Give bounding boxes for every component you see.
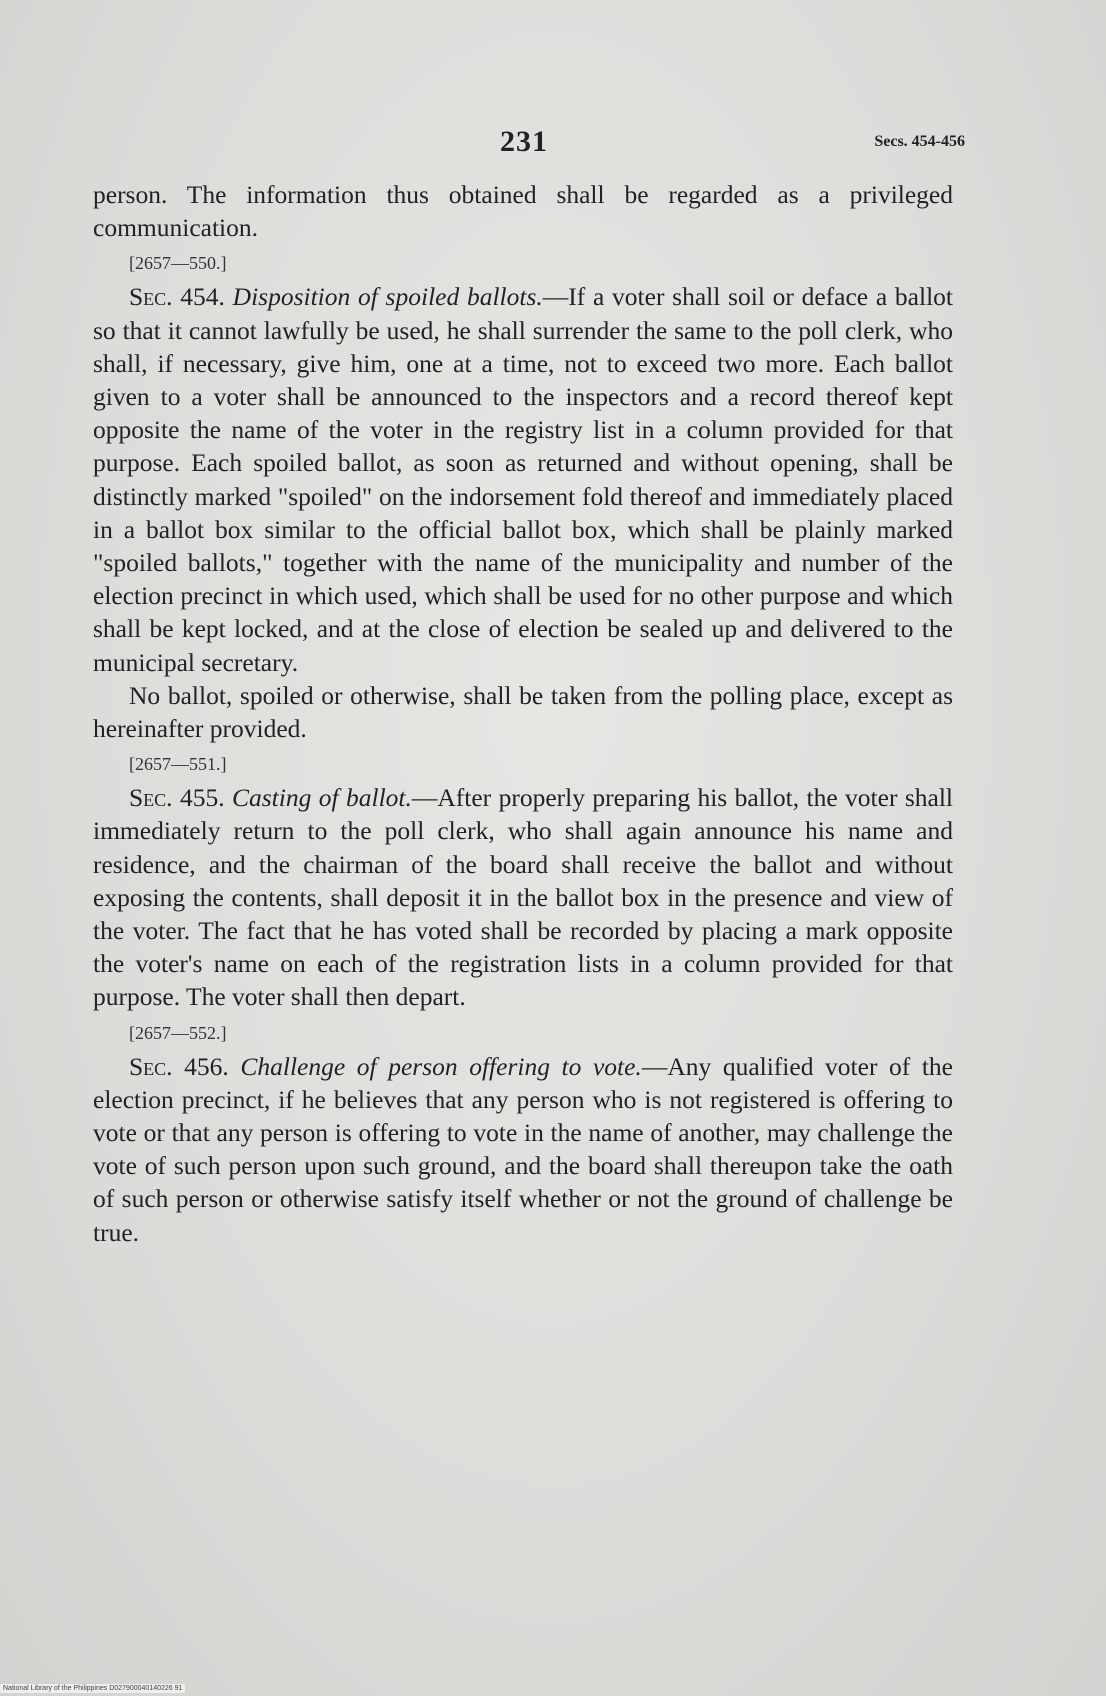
- citation: [2657—551.]: [129, 754, 227, 775]
- section-label: Sec. 456.: [129, 1051, 229, 1081]
- section-label: Sec. 454.: [129, 282, 225, 312]
- page-number: 231: [500, 125, 548, 158]
- section-text: —If a voter shall soil or deface a ballot so that it cannot lawfully be used, he shall surrender the same to the poll clerk, who shall, if necessary, give him, one at a time, not to exceed two more. Each ballot given to a voter shall be announced to the inspectors and a record thereof kept opposite the name of the voter in the registry list in a column provided for that purpose. Each spoiled ballot, as soon as returned and without opening, shall be distinctly marked "spoiled" on the indorsement fold thereof and immediately placed in a ballot box similar to the official ballot box, which shall be plainly marked "spoiled ballots," together with the name of the municipality and number of the election precinct in which used, which shall be used for no other purpose and which shall be kept locked, and at the close of election be sealed up and delivered to the municipal secretary.: [93, 282, 953, 677]
- section-454-paragraph: [93, 280, 953, 678]
- page-header: [95, 125, 965, 165]
- citation: [2657—550.]: [129, 253, 227, 274]
- section-456-paragraph: [93, 1050, 953, 1249]
- section-title: Disposition of spoiled ballots.: [232, 282, 543, 312]
- section-454-paragraph-2: No ballot, spoiled or otherwise, shall be taken from the polling place, except as hereinafter provided.: [93, 680, 953, 744]
- section-455-paragraph: [93, 781, 953, 1013]
- section-title: Casting of ballot.: [232, 783, 412, 813]
- section-text: —Any qualified voter of the election precinct, if he believes that any person who is not registered is offering to vote or that any person is offering to vote in the name of another, may challenge the vote of such person upon such ground, and the board shall thereupon take the oath of such person or otherwise satisfy itself whether or not the ground of challenge be true.: [93, 1051, 954, 1247]
- document-body: [93, 178, 953, 1249]
- citation: [2657—552.]: [129, 1022, 227, 1043]
- section-reference: Secs. 454-456: [874, 133, 965, 150]
- opening-paragraph: person. The information thus obtained shall be regarded as a privileged communication.: [93, 180, 953, 243]
- section-text: —After properly preparing his ballot, the voter shall immediately return to the poll clerk, who shall again announce his name and residence, and the chairman of the board shall receive the ballot and without exposing the contents, shall deposit it in the ballot box in the presence and view of the voter. The fact that he has voted shall be recorded by placing a mark opposite the voter's name on each of the registration lists in a column provided for that purpose. The voter shall then depart.: [93, 783, 953, 1012]
- section-title: Challenge of person offering to vote.: [240, 1051, 642, 1081]
- archive-footer: National Library of the Philippines D027900040140226 91: [0, 1684, 185, 1693]
- section-label: Sec. 455.: [129, 783, 225, 813]
